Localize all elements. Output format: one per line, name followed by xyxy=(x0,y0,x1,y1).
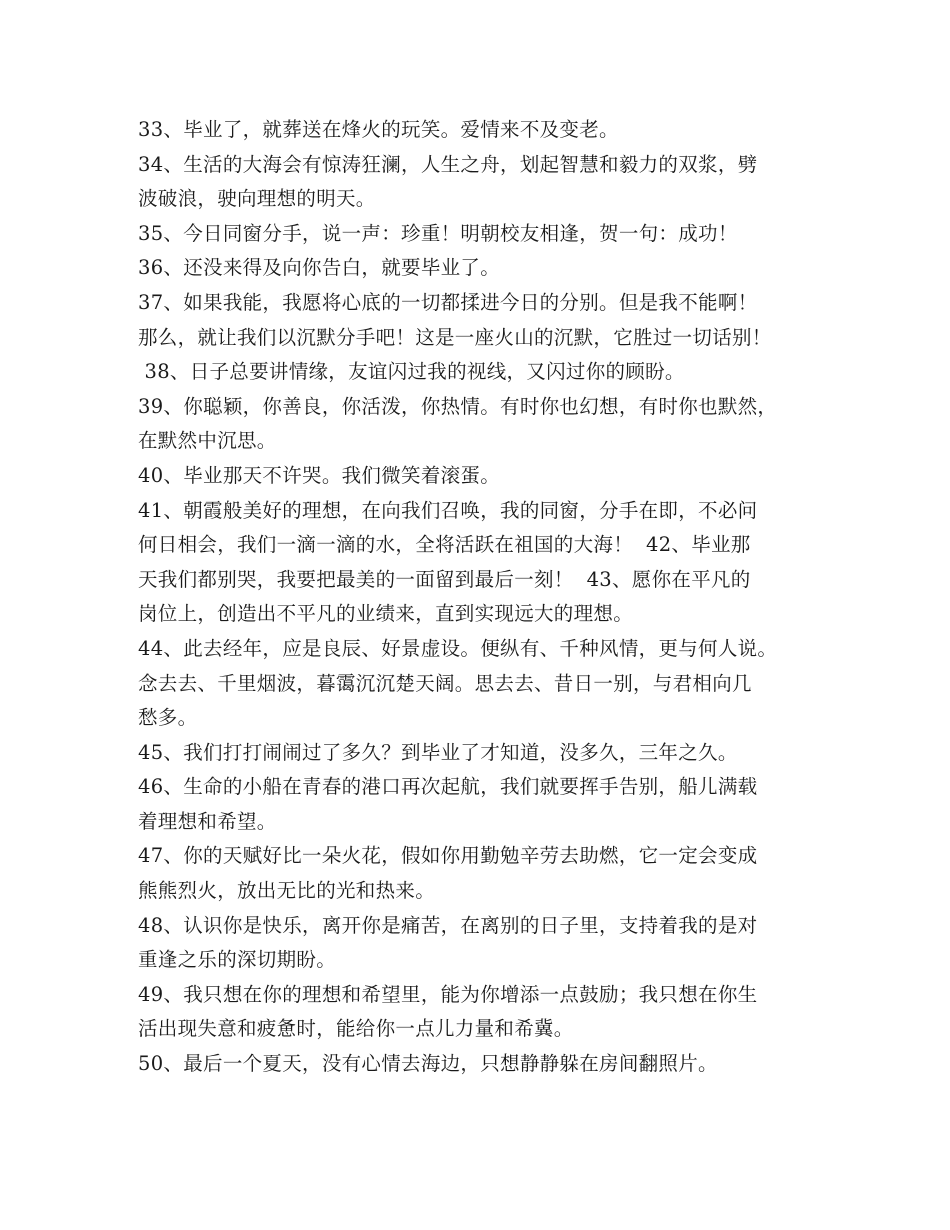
text-line: 49、我只想在你的理想和希望里，能为你增添一点鼓励；我只想在你生 xyxy=(138,982,758,1006)
text-line: 47、你的天赋好比一朵火花，假如你用勤勉辛劳去助燃，它一定会变成 xyxy=(138,844,758,868)
text-line: 34、生活的大海会有惊涛狂澜，人生之舟，划起智慧和毅力的双浆，劈 xyxy=(138,152,758,176)
text-line: 念去去、千里烟波，暮霭沉沉楚天阔。思去去、昔日一别，与君相向几 xyxy=(138,671,752,695)
text-line: 48、认识你是快乐，离开你是痛苦，在离别的日子里，支持着我的是对 xyxy=(138,913,758,937)
document-body xyxy=(138,113,838,1082)
text-line: 41、朝霞般美好的理想，在向我们召唤，我的同窗，分手在即，不必问 xyxy=(138,498,758,522)
text-line: 39、你聪颖，你善良，你活泼，你热情。有时你也幻想，有时你也默然， xyxy=(138,394,778,418)
text-line: 37、如果我能，我愿将心底的一切都揉进今日的分别。但是我不能啊！ xyxy=(138,290,758,314)
text-line: 那么，就让我们以沉默分手吧！这是一座火山的沉默，它胜过一切话别！ xyxy=(138,325,772,349)
text-line: 50、最后一个夏天，没有心情去海边，只想静静躲在房间翻照片。 xyxy=(138,1052,718,1076)
text-line: 岗位上，创造出不平凡的业绩来，直到实现远大的理想。 xyxy=(138,602,634,626)
text-line: 44、此去经年，应是良辰、好景虚设。便纵有、千种风情，更与何人说。 xyxy=(138,636,778,660)
text-line: 33、毕业了，就葬送在烽火的玩笑。爱情来不及变老。 xyxy=(138,118,619,141)
text-line: 愁多。 xyxy=(138,706,198,730)
text-line: 着理想和希望。 xyxy=(138,809,277,833)
text-line: 46、生命的小船在青春的港口再次起航，我们就要挥手告别，船儿满载 xyxy=(138,775,758,799)
text-line: 在默然中沉思。 xyxy=(138,429,277,453)
text-line: 何日相会，我们一滴一滴的水，全将活跃在祖国的大海！ 42、毕业那 xyxy=(138,533,751,557)
text-line: 38、日子总要讲情缘，友谊闪过我的视线，又闪过你的顾盼。 xyxy=(138,360,685,384)
text-line: 35、今日同窗分手，说一声：珍重！明朝校友相逢，贺一句：成功！ xyxy=(138,221,738,245)
text-line: 45、我们打打闹闹过了多久？到毕业了才知道，没多久，三年之久。 xyxy=(138,740,738,764)
text-line: 重逢之乐的深切期盼。 xyxy=(138,948,337,972)
text-line: 天我们都别哭，我要把最美的一面留到最后一刻！ 43、愿你在平凡的 xyxy=(138,567,751,591)
text-line: 活出现失意和疲惫时，能给你一点儿力量和希冀。 xyxy=(138,1017,574,1041)
text-line: 40、毕业那天不许哭。我们微笑着滚蛋。 xyxy=(138,463,501,487)
text-line: 熊熊烈火，放出无比的光和热来。 xyxy=(138,879,436,903)
text-line: 36、还没来得及向你告白，就要毕业了。 xyxy=(138,256,501,280)
text-line: 波破浪，驶向理想的明天。 xyxy=(138,187,376,211)
